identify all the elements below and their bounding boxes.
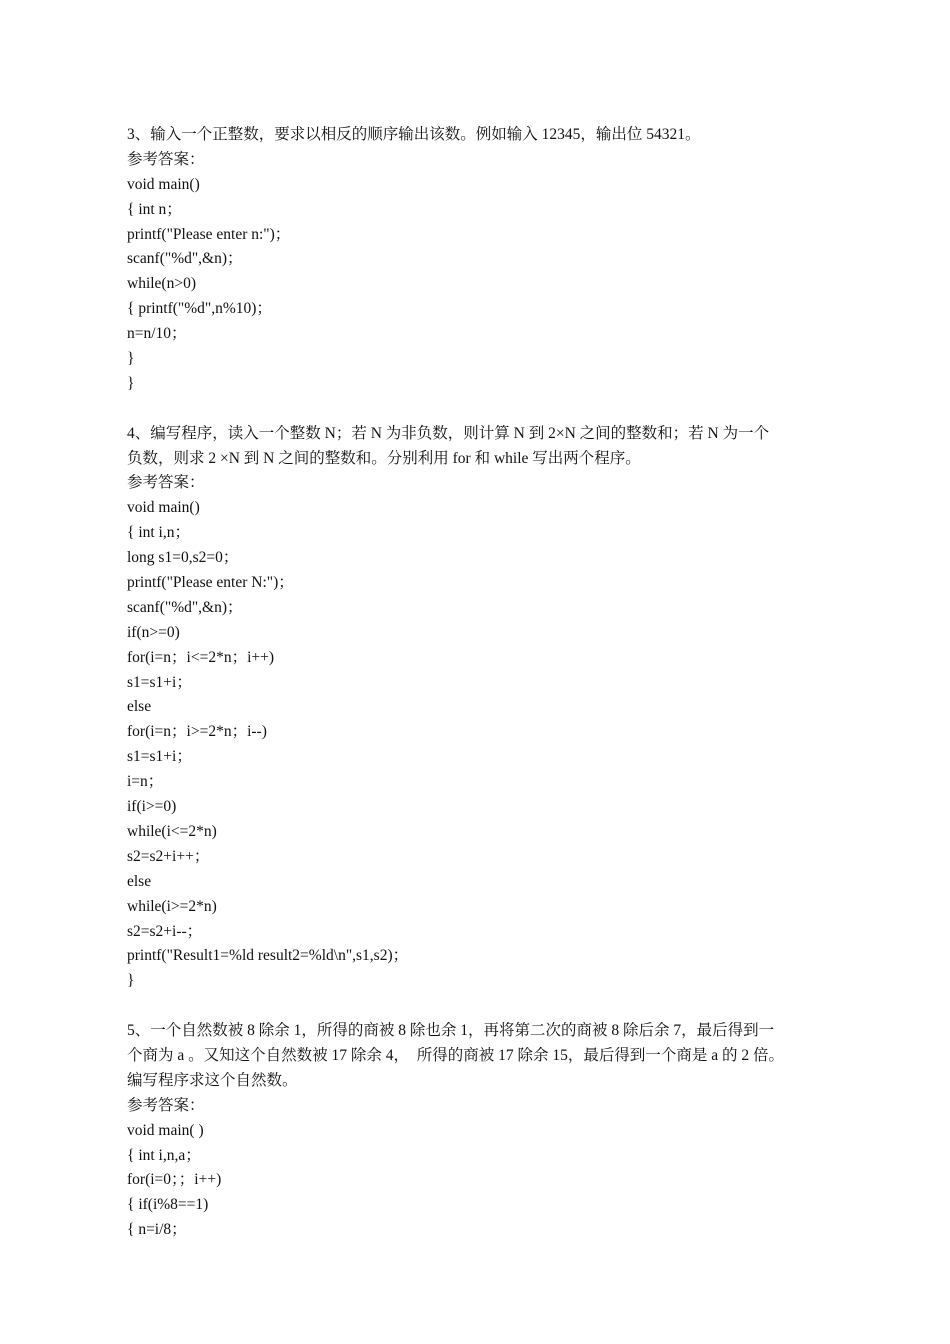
- question-text: 4、编写程序，读入一个整数 N；若 N 为非负数，则计算 N 到 2×N 之间的整数和；若 N 为一个: [127, 424, 770, 442]
- code-line: while(n>0): [127, 275, 197, 293]
- code-line: while(i>=2*n): [127, 897, 217, 915]
- code-line: }: [127, 350, 135, 368]
- code-line: void main( ): [127, 1121, 204, 1139]
- code-line: if(i>=0): [127, 798, 177, 816]
- code-line: scanf("%d",&n)；: [127, 250, 243, 268]
- code-line: n=n/10；: [127, 325, 187, 343]
- question-text: 负数，则求 2 ×N 到 N 之间的整数和。分别利用 for 和 while 写出两个程序。: [127, 449, 641, 467]
- code-line: scanf("%d",&n)；: [127, 598, 243, 616]
- question-text: 5、一个自然数被 8 除余 1，所得的商被 8 除也余 1，再将第二次的商被 8 除后余 7，最后得到一: [127, 1022, 775, 1040]
- question-text: 编写程序求这个自然数。: [127, 1071, 298, 1089]
- question-text: 3、输入一个正整数，要求以相反的顺序输出该数。例如输入 12345，输出位 54321。: [127, 126, 701, 143]
- code-line: printf("Result1=%ld result2=%ld\n",s1,s2)；: [127, 947, 409, 965]
- code-line: void main(): [127, 499, 200, 517]
- code-line: for(i=n；i<=2*n；i++): [127, 648, 275, 666]
- code-line: else: [127, 872, 152, 890]
- code-line: for(i=0；；i++): [127, 1171, 222, 1189]
- code-line: if(n>=0): [127, 623, 180, 641]
- answer-label: 参考答案：: [127, 150, 205, 168]
- answer-label: 参考答案：: [127, 474, 205, 492]
- answer-label: 参考答案：: [127, 1096, 205, 1114]
- question-text: 个商为 a 。又知这个自然数被 17 除余 4， 所得的商被 17 除余 15，最后得到一个商是 a 的 2 倍。: [127, 1046, 785, 1064]
- code-line: for(i=n；i>=2*n；i--): [127, 723, 267, 741]
- code-line: s1=s1+i；: [127, 673, 192, 691]
- code-line: long s1=0,s2=0；: [127, 549, 239, 567]
- code-line: }: [127, 374, 135, 392]
- code-line: s2=s2+i++；: [127, 847, 210, 865]
- code-line: void main(): [127, 175, 200, 193]
- exercise-section: [127, 422, 837, 994]
- document-page: [127, 123, 837, 1243]
- exercise-section: [127, 1019, 837, 1243]
- code-line: { int i,n,a；: [127, 1146, 201, 1164]
- code-line: i=n；: [127, 773, 164, 791]
- code-line: printf("Please enter N:")；: [127, 574, 294, 592]
- code-line: { n=i/8；: [127, 1221, 187, 1239]
- code-line: printf("Please enter n:")；: [127, 225, 291, 243]
- code-line: }: [127, 972, 135, 990]
- code-line: s2=s2+i--；: [127, 922, 203, 940]
- code-line: { int n；: [127, 200, 182, 218]
- section-spacer: [127, 397, 837, 422]
- section-spacer: [127, 994, 837, 1019]
- code-line: while(i<=2*n): [127, 822, 217, 840]
- exercise-section: [127, 123, 837, 397]
- code-line: { int i,n；: [127, 524, 190, 542]
- code-line: s1=s1+i；: [127, 748, 192, 766]
- code-line: { if(i%8==1): [127, 1196, 209, 1214]
- code-line: { printf("%d",n%10)；: [127, 300, 272, 318]
- code-line: else: [127, 698, 152, 716]
